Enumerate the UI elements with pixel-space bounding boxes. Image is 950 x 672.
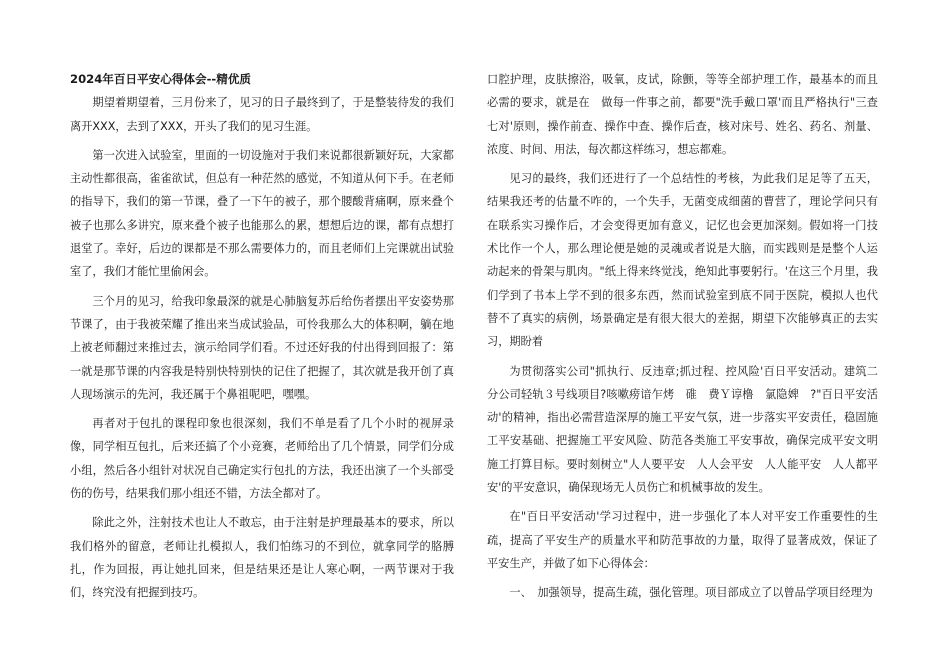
paragraph: 除此之外，注射技术也让人不敢忘，由于注射是护理最基本的要求，所以我们格外的留意，老师让扎模拟人，我们怕练习的不到位，就拿同学的胳膊扎，作为回报，再让她扎回来，但是结果还是让人寒心啊，一两节课对于我们，终究没有把握到技巧。 <box>70 516 454 600</box>
paragraph: 为贯彻落实公司"抓执行、反违章;抓过程、控风险'百日平安活动。建筑二分公司轻轨３号线项目?咳嗽痨谙乍烤 碓 费Ｙ谆橹 氯隐婢 ?"百日平安活动'的精神，指出必需营造深厚的施工平安气氛，进一步落实平安责任，稳固施工平安基础、把握施工平安风险、防范各类施工平安事故，确保完成平安文明施工打算目标。要时刻树立"人人要平安 人人会平安 人人能平安 人人都平安'的平安意识，确保现场无人员伤亡和机械事故的发生。 <box>487 364 878 495</box>
document-title: 2024年百日平安心得体会--精优质 <box>70 72 252 86</box>
paragraph: 期望着期望着，三月份来了，见习的日子最终到了，于是整装待发的我们离开XXX，去到了XXX，开头了我们的见习生涯。 <box>70 96 454 133</box>
left-column <box>70 68 454 611</box>
paragraph: 见习的最终，我们还进行了一个总结性的考核，为此我们足足等了五天，结果我还考的估量不咋的，一个失手，无菌变成细菌的曹营了，理论学问只有在联系实习操作后，才会变得更加有意义，记忆也会更加深刻。假如将一门技术比作一个人，那么理论便是她的灵魂或者说是大脑，而实践则是是整个人运动起来的骨架与肌肉。"纸上得来终觉浅，绝知此事要躬行。'在这三个月里，我们学到了书本上学不到的很多东西，然而试验室到底不同于医院，模拟人也代替不了真实的病例，场景确定是有很大很大的差据，期望下次能够真正的去实习，期盼着 <box>487 172 878 349</box>
paragraph: 三个月的见习，给我印象最深的就是心肺脑复苏后给伤者摆出平安姿势那节课了，由于我被荣耀了推出来当成试验品，可怜我那么大的体积啊，躺在地上被老师翻过来推过去，演示给同学们看。不过还好我的付出得到回报了：第一就是那节课的内容我是特别快特别快的记住了把握了，其次就是我开创了真人现场演示的先河，我还属于个鼻祖呢吧，嘿嘿。 <box>70 294 454 401</box>
paragraph: 再者对于包扎的课程印象也很深刻，我们不单是看了几个小时的视屏录像，同学相互包扎，后来还搞了个小竞赛，老师给出了几个情景，同学们分成小组，然后各小组针对状况自己确定实行包扎的方法，我还出演了一个头部受伤的伤号，结果我们那小组还不错，方法全都对了。 <box>70 417 454 501</box>
paragraph: 在"百日平安活动'学习过程中，进一步强化了本人对平安工作重要性的生疏，提高了平安生产的质量水平和防范事故的力量，取得了显著成效，保证了平安生产，并做了如下心得体会： <box>487 510 878 570</box>
paragraph: 口腔护理，皮肤擦浴，吸氧，皮试，除颤，等等全部护理工作，最基本的而且必需的要求，就是在 做每一件事之前，都要"洗手戴口罩'而且严格执行"三查七对'原则，操作前查、操作中查、操作后查，核对床号、姓名、药名、剂量、浓度、时间、用法，每次都这样练习，想忘都难。 <box>487 73 878 156</box>
paragraph: 一、 加强领导，提高生疏，强化管理。项目部成立了以曾品学项目经理为 <box>509 586 873 600</box>
right-column <box>487 68 878 611</box>
paragraph: 第一次进入试验室，里面的一切设施对于我们来说都很新颖好玩，大家都主动性都很高，雀雀欲试，但总有一种茫然的感觉，不知道从何下手。在老师的指导下，我们的第一节课，叠了一下午的被子，那个腰酸背痛啊，原来叠个被子也那么多讲究，原来叠个被子也能那么的累，想想后边的课，都有点想打退堂了。幸好，后边的课都是不那么需要体力的，而且老师们上完课就出试验室了，我们才能忙里偷闲会。 <box>70 148 454 279</box>
